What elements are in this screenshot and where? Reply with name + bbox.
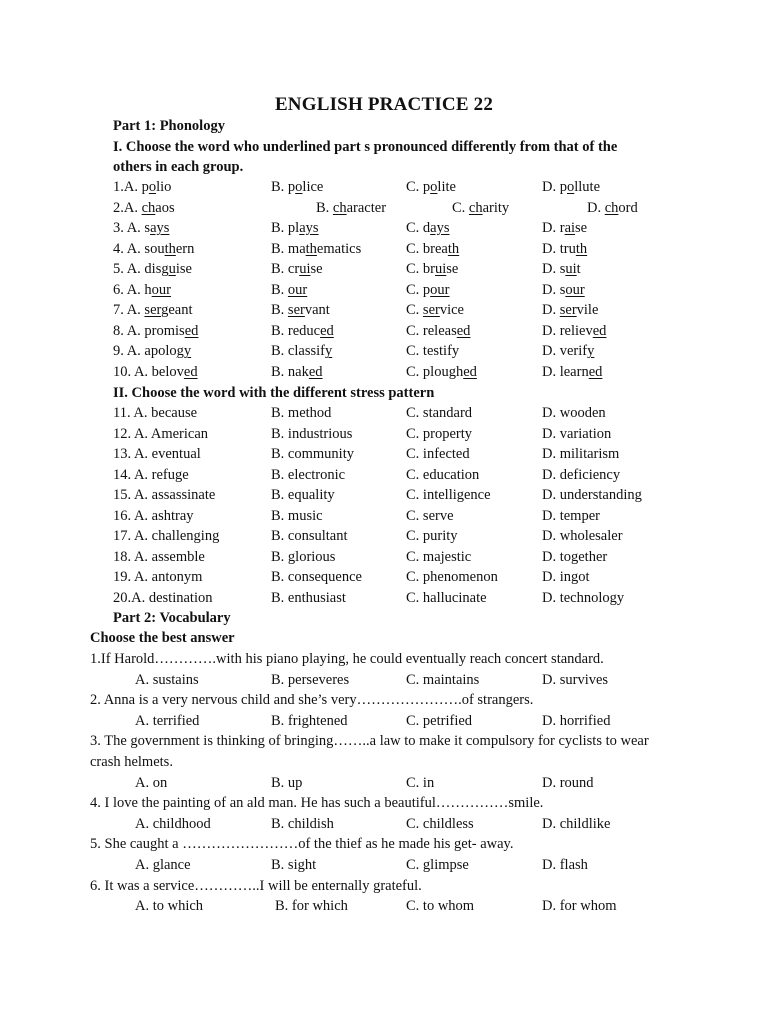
option-c: C. standard bbox=[406, 405, 473, 421]
option-b: B. enthusiast bbox=[271, 589, 346, 606]
option-b: B. perseveres bbox=[271, 671, 350, 688]
option-b: B. childish bbox=[271, 815, 334, 832]
option-b: B. consultant bbox=[271, 528, 348, 544]
option-d: D. for whom bbox=[542, 898, 617, 915]
part2-instruction: Choose the best answer bbox=[90, 630, 235, 646]
phonology-item bbox=[0, 239, 768, 259]
option-d: D. ingot bbox=[542, 569, 590, 585]
option-d: D. wooden bbox=[542, 405, 606, 421]
option-d: D. raise bbox=[542, 220, 588, 237]
question-text: 4. I love the painting of an ald man. He has such a beautiful……………smile. bbox=[90, 795, 544, 812]
part2-heading: Part 2: Vocabulary bbox=[113, 610, 231, 626]
phonology-item bbox=[0, 259, 768, 279]
option-b: B. for which bbox=[275, 898, 348, 915]
option-c: C. released bbox=[406, 322, 471, 339]
option-d: D. pollute bbox=[542, 179, 601, 195]
option-b: B. cruise bbox=[271, 261, 323, 278]
option-a: 6. A. hour bbox=[113, 281, 172, 298]
answer-options bbox=[0, 711, 768, 731]
phonology-item bbox=[0, 300, 768, 320]
option-b: B. community bbox=[271, 446, 354, 462]
option-a: 13. A. eventual bbox=[113, 446, 201, 462]
option-b: B. glorious bbox=[271, 548, 336, 565]
stress-item bbox=[0, 485, 768, 505]
option-c: C. property bbox=[406, 425, 473, 442]
option-c: C. charity bbox=[452, 199, 510, 216]
option-a: A. glance bbox=[135, 857, 191, 873]
option-a: 11. A. because bbox=[113, 405, 198, 421]
phonology-item bbox=[0, 321, 768, 341]
option-c: C. infected bbox=[406, 446, 470, 462]
option-b: B. equality bbox=[271, 487, 335, 503]
option-a: 3. A. says bbox=[113, 220, 170, 237]
option-d: D. militarism bbox=[542, 446, 620, 462]
option-c: C. glimpse bbox=[406, 857, 469, 873]
option-d: D. horrified bbox=[542, 712, 611, 729]
option-a: 19. A. antonym bbox=[113, 569, 203, 585]
option-b: B. plays bbox=[271, 220, 319, 237]
option-c: C. maintains bbox=[406, 671, 480, 688]
option-a: A. terrified bbox=[135, 712, 200, 729]
option-d: D. variation bbox=[542, 425, 612, 442]
option-b: B. character bbox=[316, 199, 387, 216]
question-text: 1.If Harold………….with his piano playing, he could eventually reach concert standard. bbox=[90, 651, 604, 667]
option-d: D. wholesaler bbox=[542, 528, 623, 544]
option-d: D. childlike bbox=[542, 815, 611, 832]
option-c: C. days bbox=[406, 220, 450, 237]
option-c: C. intelligence bbox=[406, 487, 491, 503]
option-a: 2.A. chaos bbox=[113, 199, 175, 216]
stress-item bbox=[0, 465, 768, 485]
option-c: C. ploughed bbox=[406, 363, 477, 380]
stress-item bbox=[0, 403, 768, 423]
option-a: 20.A. destination bbox=[113, 589, 213, 606]
option-d: D. servile bbox=[542, 302, 599, 319]
option-a: A. sustains bbox=[135, 671, 199, 688]
option-b: B. consequence bbox=[271, 569, 362, 585]
option-a: 5. A. disguise bbox=[113, 261, 192, 278]
option-a: 18. A. assemble bbox=[113, 548, 205, 565]
phonology-item bbox=[0, 280, 768, 300]
option-d: D. round bbox=[542, 774, 594, 791]
section1-instruction-cont: others in each group. bbox=[113, 159, 244, 175]
option-a: A. on bbox=[135, 774, 168, 791]
stress-item bbox=[0, 444, 768, 464]
option-a: 16. A. ashtray bbox=[113, 507, 194, 524]
option-a: 10. A. beloved bbox=[113, 363, 198, 380]
section1-instruction: I. Choose the word who underlined part s pronounced differently from that of the bbox=[113, 139, 618, 155]
option-b: B. naked bbox=[271, 363, 323, 380]
option-b: B. music bbox=[271, 507, 323, 524]
option-b: B. sight bbox=[271, 857, 317, 873]
option-a: A. to which bbox=[135, 898, 204, 915]
answer-options bbox=[0, 896, 768, 916]
option-a: 17. A. challenging bbox=[113, 528, 220, 544]
option-b: B. reduced bbox=[271, 322, 334, 339]
option-c: C. phenomenon bbox=[406, 569, 498, 585]
option-a: 12. A. American bbox=[113, 425, 209, 442]
option-d: D. technology bbox=[542, 589, 625, 606]
question-text: 2. Anna is a very nervous child and she’s very………………….of strangers. bbox=[90, 692, 534, 709]
question-text: 6. It was a service…………..I will be enternally grateful. bbox=[90, 877, 422, 894]
answer-options bbox=[0, 814, 768, 834]
question-text: 3. The government is thinking of bringing……..a law to make it compulsory for cyclists to wear bbox=[90, 733, 649, 750]
part1-heading: Part 1: Phonology bbox=[113, 118, 225, 134]
stress-item bbox=[0, 526, 768, 546]
option-c: C. childless bbox=[406, 815, 474, 832]
option-b: B. industrious bbox=[271, 425, 353, 442]
option-c: C. purity bbox=[406, 528, 458, 544]
option-c: C. to whom bbox=[406, 898, 475, 915]
option-a: 14. A. refuge bbox=[113, 466, 189, 483]
option-d: D. together bbox=[542, 548, 608, 565]
option-c: C. breath bbox=[406, 240, 460, 257]
stress-item bbox=[0, 424, 768, 444]
option-c: C. hallucinate bbox=[406, 589, 487, 606]
option-c: C. bruise bbox=[406, 261, 459, 278]
option-a: 1.A. polio bbox=[113, 179, 172, 195]
option-d: D. verify bbox=[542, 343, 595, 360]
option-d: D. temper bbox=[542, 507, 600, 524]
phonology-item bbox=[0, 341, 768, 361]
option-c: C. service bbox=[406, 302, 464, 319]
option-c: C. petrified bbox=[406, 712, 473, 729]
option-a: 9. A. apology bbox=[113, 343, 192, 360]
answer-options bbox=[0, 670, 768, 690]
option-b: B. up bbox=[271, 774, 303, 791]
option-a: 4. A. southern bbox=[113, 240, 195, 257]
stress-item bbox=[0, 547, 768, 567]
option-d: D. suit bbox=[542, 261, 581, 278]
question-text: 5. She caught a ……………………of the thief as he made his get- away. bbox=[90, 836, 514, 853]
section2-heading: II. Choose the word with the different stress pattern bbox=[113, 385, 435, 401]
phonology-item bbox=[0, 218, 768, 238]
option-b: B. method bbox=[271, 405, 332, 421]
option-d: D. survives bbox=[542, 671, 609, 688]
option-d: D. truth bbox=[542, 240, 588, 257]
option-c: C. majestic bbox=[406, 548, 472, 565]
phonology-item bbox=[0, 362, 768, 382]
option-b: B. frightened bbox=[271, 712, 348, 729]
option-c: C. pour bbox=[406, 281, 450, 298]
option-b: B. servant bbox=[271, 302, 330, 319]
stress-item bbox=[0, 588, 768, 608]
option-d: D. deficiency bbox=[542, 466, 621, 483]
option-d: D. understanding bbox=[542, 487, 642, 503]
option-a: 15. A. assassinate bbox=[113, 487, 216, 503]
option-a: 7. A. sergeant bbox=[113, 302, 193, 319]
answer-options bbox=[0, 855, 768, 875]
option-a: 8. A. promised bbox=[113, 322, 199, 339]
option-c: C. serve bbox=[406, 507, 454, 524]
question-text: crash helmets. bbox=[90, 754, 173, 770]
phonology-item bbox=[0, 177, 768, 197]
option-b: B. our bbox=[271, 281, 308, 298]
option-d: D. sour bbox=[542, 281, 585, 298]
option-b: B. mathematics bbox=[271, 240, 362, 257]
stress-item bbox=[0, 506, 768, 526]
option-a: A. childhood bbox=[135, 815, 211, 832]
stress-item bbox=[0, 567, 768, 587]
option-c: C. education bbox=[406, 466, 480, 483]
option-d: D. relieved bbox=[542, 322, 607, 339]
option-d: D. flash bbox=[542, 857, 588, 873]
phonology-item bbox=[0, 198, 768, 218]
answer-options bbox=[0, 773, 768, 793]
option-d: D. learned bbox=[542, 363, 603, 380]
option-d: D. chord bbox=[587, 199, 638, 216]
option-c: C. testify bbox=[406, 343, 460, 360]
option-b: B. classify bbox=[271, 343, 333, 360]
option-c: C. in bbox=[406, 774, 435, 791]
page-title: ENGLISH PRACTICE 22 bbox=[274, 94, 494, 115]
option-c: C. polite bbox=[406, 179, 456, 195]
option-b: B. police bbox=[271, 179, 324, 195]
option-b: B. electronic bbox=[271, 466, 346, 483]
